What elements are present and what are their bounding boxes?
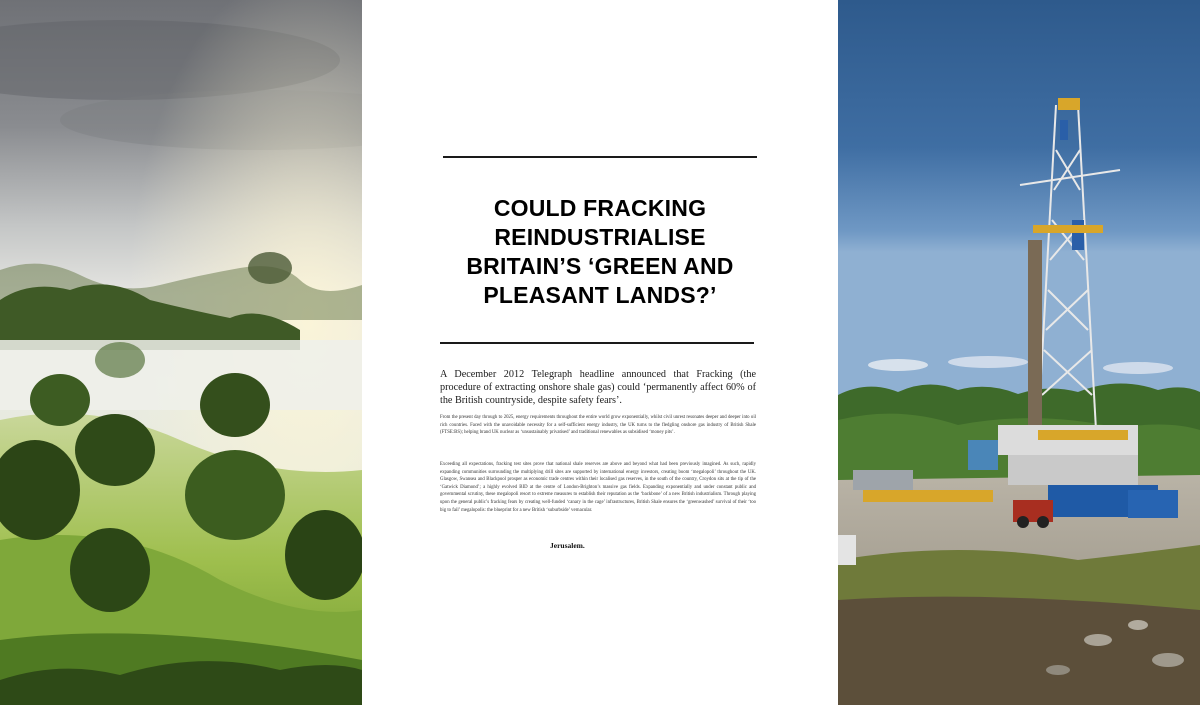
drilling-rig-photo [838, 0, 1200, 705]
article-paragraph: From the present day through to 2025, energy requirements throughout the entire world grow exponentially, whilst civil unrest resonates deeper and deeper into oil rich countries. Faced with the unavoidable necessity for a self-sufficient energy industry, the UK turns to the fledgling onshore gas industry of British Shale (FTSE:BS); helping brand UK nuclear as ‘unsustainably privatised’ and traditional renewables as subsidised ‘money pits’. [440, 415, 756, 436]
bottom-divider [440, 342, 754, 344]
article-page [362, 0, 838, 705]
article-lede: A December 2012 Telegraph headline announced that Fracking (the procedure of extracting onshore shale gas) could ‘permanently affect 60% of the British countryside, despite safety fears’. [440, 369, 756, 406]
article-paragraph: Exceeding all expectations, fracking test sites prove that national shale reserves are above and beyond what had been previously imagined. As such, rapidly expanding communities surrounding the multiplying drill sites are supported by international energy investors, creating boom ‘megalopoli’ throughout the UK. Glasgow, Swansea and Blackpool prosper as economic trade centres within their localised gas reserves, in the south of the country, Croydon sits at the tip of the ‘Gatwick Diamond’; a highly evolved BID at the centre of London-Brighton’s massive gas fields. Expanding exponentially and under constant public and governmental scrutiny, these megalopoli resort to extreme measures to establish their reputation as the ‘backbone’ of a new British industrialism. Through playing upon the general public’s fracking fears by creating well-funded ‘canary in the cage’ infrastructures, British Shale ensures the ‘greenwashed’ survival of their ‘too big to fail’ megalopolis: the blueprint for a new British ‘suburbside’ vernacular. [440, 462, 756, 513]
article-signoff: Jerusalem. [550, 541, 585, 550]
article-headline: COULD FRACKING REINDUSTRIALISE BRITAIN’S ‘GREEN AND PLEASANT LANDS?’ [466, 195, 734, 308]
top-divider [443, 156, 757, 158]
countryside-photo [0, 0, 362, 705]
